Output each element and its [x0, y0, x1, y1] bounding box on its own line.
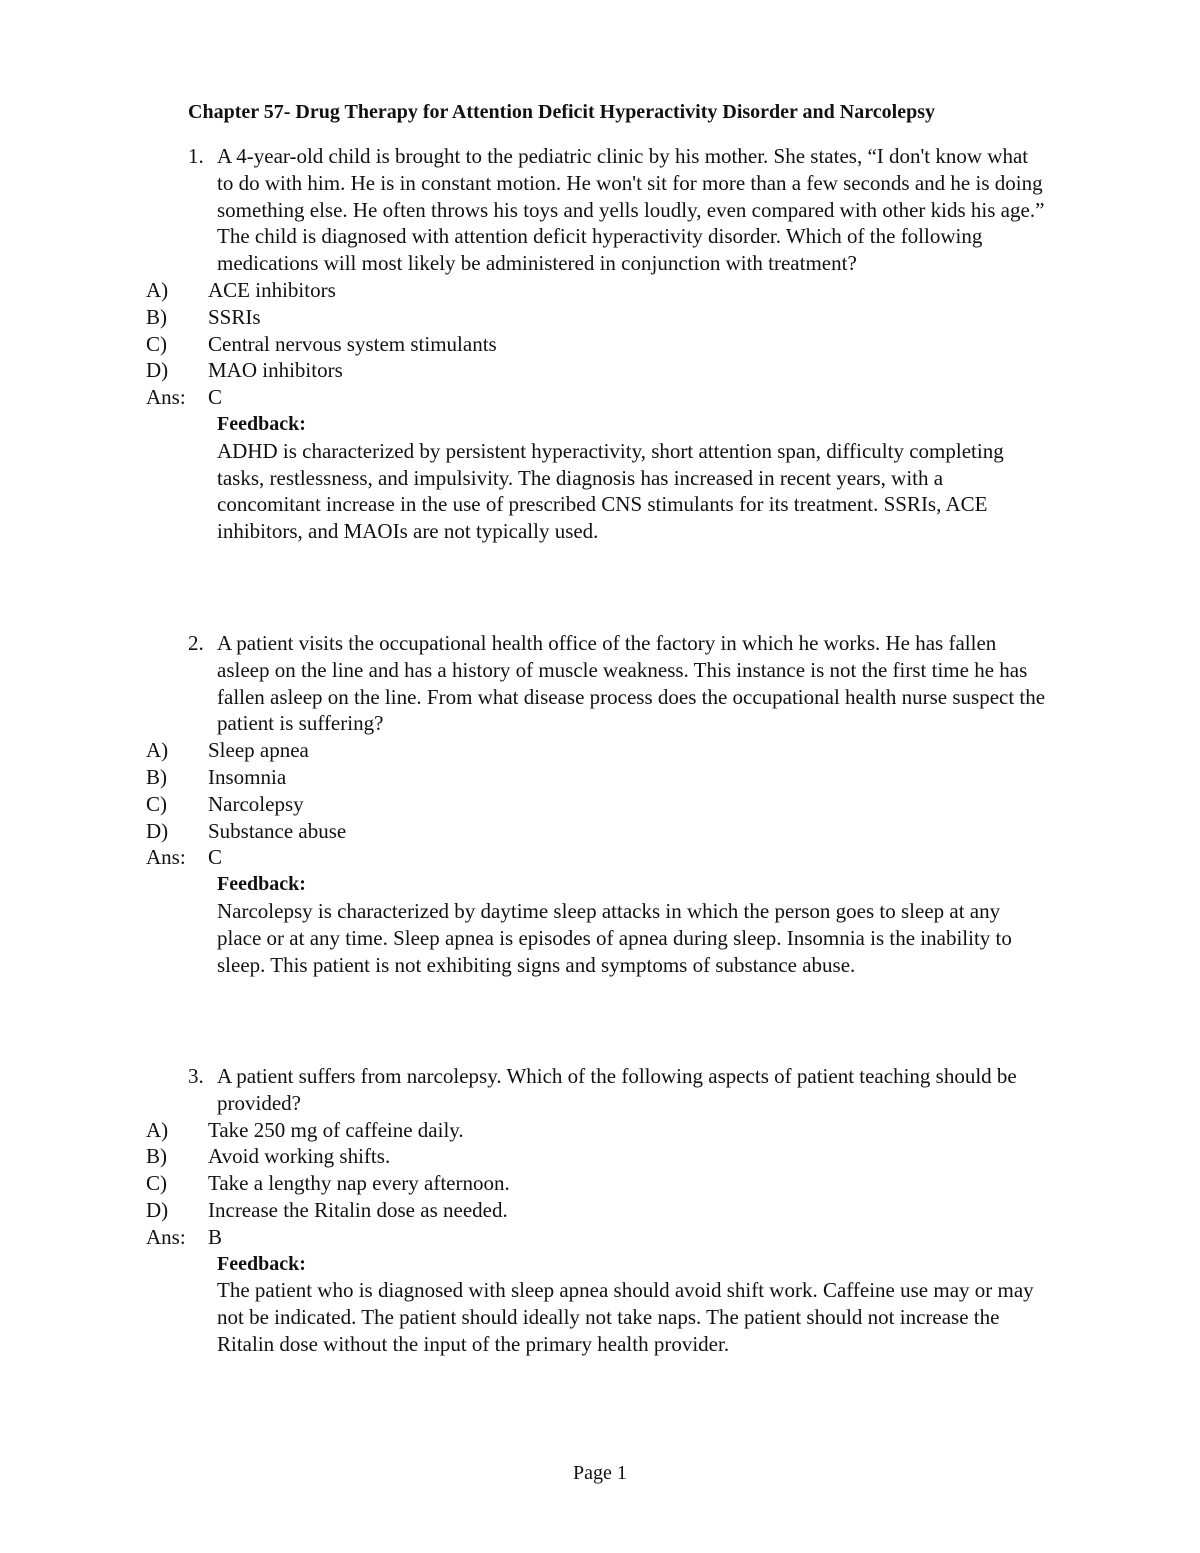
option-letter: B)	[146, 1144, 167, 1169]
option-text: Increase the Ritalin dose as needed.	[208, 1197, 508, 1222]
option-text: Sleep apnea	[208, 738, 309, 763]
answer-option-d	[0, 818, 1200, 845]
question-stem: A patient suffers from narcolepsy. Which of the following aspects of patient teaching should be provided?	[217, 1064, 1017, 1115]
question-stem: A patient visits the occupational health office of the factory in which he works. He has fallen asleep on the line and has a history of muscle weakness. This instance is not the first time he has fallen asleep on the line. From what disease process does the occupational health nurse suspect the patient is suffering?	[217, 631, 1046, 736]
answer-option-a	[0, 737, 1200, 764]
answer-option-a	[0, 1117, 1200, 1144]
answer-option-c	[0, 791, 1200, 818]
feedback-text: The patient who is diagnosed with sleep apnea should avoid shift work. Caffeine use may or may not be indicated. The patient should ideally not take naps. The patient should not increase the Ritalin dose without the input of the primary health provider.	[217, 1278, 1034, 1356]
question-number: 2.	[188, 631, 204, 655]
answer-label: Ans:	[146, 385, 186, 410]
option-text: Insomnia	[208, 764, 287, 789]
question-stem-row	[0, 1063, 1200, 1117]
answer-value: C	[208, 845, 223, 870]
option-letter: A)	[146, 277, 169, 302]
feedback-text: ADHD is characterized by persistent hyperactivity, short attention span, difficulty completing tasks, restlessness, and impulsivity. The diagnosis has increased in recent years, with a concomitant increase in the use of prescribed CNS stimulants for its treatment. SSRIs, ACE inhibitors, and MAOIs are not typically used.	[217, 438, 1004, 544]
answer-row	[0, 1224, 1200, 1251]
feedback-heading: Feedback:	[217, 412, 306, 435]
answer-value: B	[208, 1224, 223, 1249]
option-letter: A)	[146, 1117, 169, 1142]
feedback-heading: Feedback:	[217, 873, 306, 896]
option-letter: D)	[146, 358, 169, 383]
answer-row	[0, 384, 1200, 411]
option-letter: C)	[146, 791, 167, 816]
answer-option-d	[0, 357, 1200, 384]
answer-option-c	[0, 1170, 1200, 1197]
question-number: 1.	[188, 144, 204, 168]
answer-option-c	[0, 331, 1200, 358]
question-stem-row	[0, 143, 1200, 277]
answer-option-d	[0, 1197, 1200, 1224]
feedback-text: Narcolepsy is characterized by daytime sleep attacks in which the person goes to sleep at any place or at any time. Sleep apnea is episodes of apnea during sleep. Insomnia is the inability to sleep. This patient is not exhibiting signs and symptoms of substance abuse.	[217, 898, 1012, 977]
option-letter: C)	[146, 331, 167, 356]
option-letter: A)	[146, 738, 169, 763]
answer-label: Ans:	[146, 1224, 186, 1249]
option-text: Substance abuse	[208, 818, 347, 843]
answer-option-b	[0, 304, 1200, 331]
question-stem: A 4-year-old child is brought to the pediatric clinic by his mother. She states, “I don't know what to do with him. He is in constant motion. He won't sit for more than a few seconds and he is doing something else. He often throws his toys and yells loudly, even compared with other kids his age.” The child is diagnosed with attention deficit hyperactivity disorder. Which of the following medications will most likely be administered in conjunction with treatment?	[217, 144, 1045, 276]
option-letter: D)	[146, 818, 169, 843]
answer-label: Ans:	[146, 845, 186, 870]
answer-option-a	[0, 277, 1200, 304]
question-3	[0, 1063, 1200, 1358]
question-2	[0, 630, 1200, 978]
option-text: Take 250 mg of caffeine daily.	[208, 1117, 464, 1142]
option-text: SSRIs	[208, 304, 261, 329]
option-text: ACE inhibitors	[208, 277, 336, 302]
question-1	[0, 143, 1200, 545]
option-text: Avoid working shifts.	[208, 1144, 391, 1169]
page-number: Page 1	[573, 1462, 627, 1484]
answer-value: C	[208, 385, 223, 410]
option-letter: B)	[146, 304, 167, 329]
page-title: Chapter 57- Drug Therapy for Attention Deficit Hyperactivity Disorder and Narcolepsy	[188, 101, 935, 123]
option-text: Central nervous system stimulants	[208, 331, 497, 356]
option-letter: C)	[146, 1171, 167, 1196]
answer-row	[0, 844, 1200, 871]
option-letter: B)	[146, 764, 167, 789]
option-text: Take a lengthy nap every afternoon.	[208, 1171, 510, 1196]
question-number: 3.	[188, 1064, 204, 1088]
answer-option-b	[0, 1143, 1200, 1170]
feedback-heading: Feedback:	[217, 1252, 306, 1275]
answer-option-b	[0, 764, 1200, 791]
option-text: MAO inhibitors	[208, 358, 343, 383]
question-stem-row	[0, 630, 1200, 737]
option-text: Narcolepsy	[208, 791, 304, 816]
option-letter: D)	[146, 1197, 169, 1222]
